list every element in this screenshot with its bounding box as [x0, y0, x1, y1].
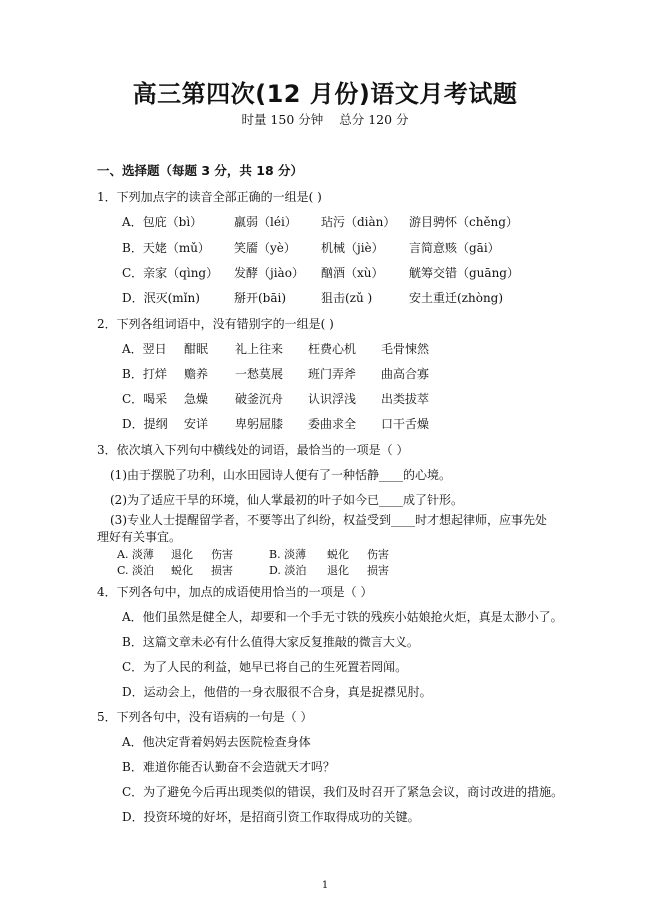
option-cell: 掰开(bāi)	[234, 291, 287, 305]
option-cell: 安土重迁(zhòng)	[409, 291, 504, 305]
question-3-sentence-1: (1)由于摆脱了功利，山水田园诗人便有了一种恬静____的心境。	[110, 468, 452, 482]
question-2-option-d	[122, 415, 429, 432]
option-cell: 出类拔萃	[381, 392, 430, 406]
question-5-stem: 5．下列各句中，没有语病的一句是（ ）	[97, 710, 313, 724]
option-cell: 蜕化	[327, 548, 349, 561]
option-cell: 礼上往来	[235, 342, 284, 356]
question-4-option-b: B．这篇文章未必有什么值得大家反复推敲的微言大义。	[122, 635, 419, 649]
option-cell: 损害	[367, 564, 389, 577]
option-cell: 安详	[184, 417, 209, 431]
option-cell: 曲高合寡	[381, 367, 430, 381]
option-cell: D. 淡泊	[269, 564, 307, 577]
question-1-option-c	[122, 264, 519, 281]
question-1-stem: 1．下列加点字的读音全部正确的一组是( )	[97, 190, 322, 204]
question-3-sentence-3: (3)专业人士提醒留学者，不要等出了纠纷，权益受到____时才想起律师，应事先处	[110, 513, 548, 527]
option-cell: 毛骨悚然	[381, 342, 430, 356]
question-1-option-a	[122, 213, 518, 230]
option-cell: A．包庇（bì）	[122, 215, 203, 229]
question-5-option-c: C．为了避免今后再出现类似的错误，我们及时召开了紧急会议，商讨改进的措施。	[122, 785, 564, 799]
question-1-option-d	[122, 289, 503, 306]
option-cell: C．亲家（qìng）	[122, 266, 219, 280]
option-cell: A．翌日	[122, 342, 167, 356]
option-cell: D．泯灭(mǐn)	[122, 291, 200, 305]
exam-score: 总分 120 分	[339, 112, 409, 127]
question-5-option-a: A．他决定背着妈妈去医院检查身体	[122, 735, 311, 749]
option-cell: 口干舌燥	[381, 417, 430, 431]
option-cell: 卑躬屈膝	[235, 417, 284, 431]
option-cell: 退化	[171, 548, 193, 561]
option-cell: 一愁莫展	[235, 367, 284, 381]
option-cell: 发酵（jiào）	[234, 266, 304, 280]
option-cell: 退化	[327, 564, 349, 577]
question-4-stem: 4．下列各句中，加点的成语使用恰当的一项是（ ）	[97, 585, 373, 599]
option-cell: C. 淡泊	[117, 564, 155, 577]
exam-info	[0, 110, 650, 128]
section-heading: 一、选择题（每题 3 分，共 18 分）	[97, 163, 304, 178]
option-cell: 蜕化	[171, 564, 193, 577]
option-cell: C．喝采	[122, 392, 168, 406]
question-5-option-b: B．难道你能否认勤奋不会造就天才吗？	[122, 760, 335, 774]
question-2-option-b	[122, 365, 429, 382]
option-cell: 伤害	[211, 548, 233, 561]
question-4-option-c: C．为了人民的利益，她早已将自己的生死置若罔闻。	[122, 660, 408, 674]
question-2-option-a	[122, 340, 429, 357]
option-cell: B．打烊	[122, 367, 167, 381]
option-cell: 酣眠	[184, 342, 209, 356]
option-cell: B．天姥（mǔ）	[122, 241, 210, 255]
option-cell: 狙击(zǔ )	[321, 291, 373, 305]
question-3-options-cd	[117, 562, 389, 578]
question-4-option-a: A．他们虽然是健全人，却要和一个手无寸铁的残疾小姑娘抢火炬，真是太渺小了。	[122, 610, 563, 624]
option-cell: 班门弄斧	[308, 367, 357, 381]
page-title: 高三第四次(12 月份)语文月考试题	[132, 80, 518, 108]
option-cell: 言简意赅（gāi）	[409, 241, 500, 255]
exam-time: 时量 150 分钟	[241, 112, 324, 127]
question-3-options-ab	[117, 546, 389, 562]
option-cell: 认识浮浅	[308, 392, 357, 406]
option-cell: 枉费心机	[308, 342, 357, 356]
question-2-stem: 2．下列各组词语中，没有错别字的一组是( )	[97, 317, 334, 331]
option-cell: 急燥	[184, 392, 209, 406]
question-3-stem: 3．依次填入下列句中横线处的词语，最恰当的一项是（ ）	[97, 443, 409, 457]
option-cell: 羸弱（léi）	[234, 215, 297, 229]
question-3-sentence-3-cont: 理好有关事宜。	[97, 530, 182, 544]
question-4-option-d: D．运动会上，他借的一身衣服很不合身，真是捉襟见肘。	[122, 685, 432, 699]
option-cell: D．提纲	[122, 417, 168, 431]
option-cell: 机械（jiè）	[321, 241, 384, 255]
option-cell: A. 淡薄	[117, 548, 154, 561]
option-cell: 玷污（diàn）	[321, 215, 396, 229]
option-cell: 游目骋怀（chěng）	[409, 215, 518, 229]
option-cell: 破釜沉舟	[235, 392, 284, 406]
option-cell: 酗酒（xù）	[321, 266, 384, 280]
option-cell: 伤害	[367, 548, 389, 561]
question-2-option-c	[122, 390, 429, 407]
question-3-sentence-2: (2)为了适应干旱的环境，仙人掌最初的叶子如今已____成了针形。	[110, 493, 464, 507]
question-1-option-b	[122, 239, 500, 256]
option-cell: 笑靥（yè）	[234, 241, 296, 255]
option-cell: 委曲求全	[308, 417, 357, 431]
question-5-option-d: D．投资环境的好坏，是招商引资工作取得成功的关键。	[122, 810, 420, 824]
option-cell: 觥筹交错（guāng）	[409, 266, 519, 280]
page-number: 1	[321, 880, 329, 891]
option-cell: B. 淡薄	[269, 548, 307, 561]
option-cell: 赡养	[184, 367, 209, 381]
option-cell: 损害	[211, 564, 233, 577]
